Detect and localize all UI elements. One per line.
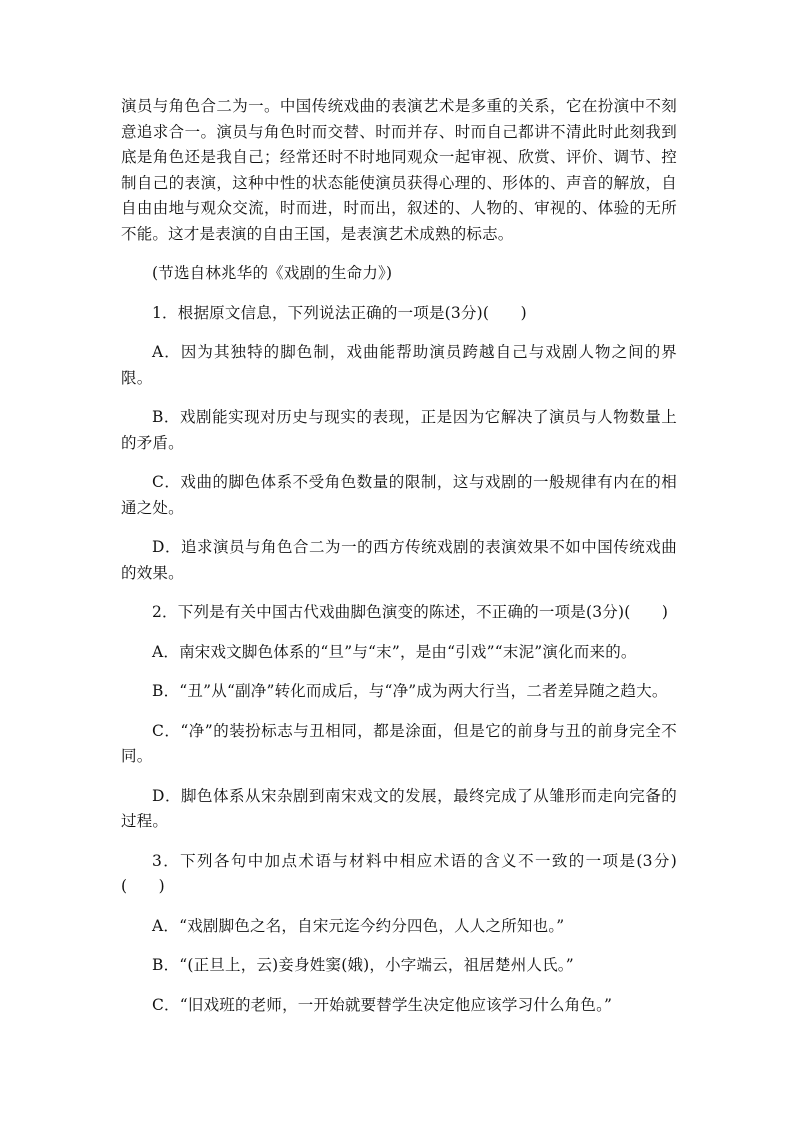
document-content xyxy=(121,94,677,1018)
question-1-option-d: D．追求演员与角色合二为一的西方传统戏剧的表演效果不如中国传统戏曲的效果。 xyxy=(121,538,677,582)
question-3-option-a: A．“戏剧脚色之名，自宋元迄今约分四色，人人之所知也。” xyxy=(152,916,565,935)
question-1-option-c: C．戏曲的脚色体系不受角色数量的限制，这与戏剧的一般规律有内在的相通之处。 xyxy=(121,473,677,517)
question-2-option-d: D．脚色体系从宋杂剧到南宋戏文的发展，最终完成了从雏形而走向完备的过程。 xyxy=(121,786,677,830)
question-3-option-c: C．“旧戏班的老师，一开始就要替学生决定他应该学习什么角色。” xyxy=(152,995,613,1014)
question-2-option-b: B．“丑”从“副净”转化而成后，与“净”成为两大行当，二者差异随之趋大。 xyxy=(152,682,668,700)
question-3-option-b: B．“(正旦上，云)妾身姓窦(娥)，小字端云，祖居楚州人氏。” xyxy=(152,956,574,974)
question-2-stem: 2．下列是有关中国古代戏曲脚色演变的陈述，不正确的一项是(3分)( ) xyxy=(152,603,669,621)
passage-paragraph: 演员与角色合二为一。中国传统戏曲的表演艺术是多重的关系，它在扮演中不刻意追求合一。演员与角色时而交替、时而并存、时而自己都讲不清此时此刻我到底是角色还是我自己；经常还时不时地同观众一起审视、欣赏、评价、调节、控制自己的表演，这种中性的状态能使演员获得心理的、形体的、声音的解放，自自由由地与观众交流，时而进，时而出，叙述的、人物的、审视的、体验的无所不能。这才是表演的自由王国，是表演艺术成熟的标志。 xyxy=(121,97,677,243)
question-2-option-a: A．南宋戏文脚色体系的“旦”与“末”，是由“引戏”“末泥”演化而来的。 xyxy=(152,642,637,661)
question-3-stem: 3．下列各句中加点术语与材料中相应术语的含义不一致的一项是(3分)( ) xyxy=(121,851,677,895)
question-1-stem: 1．根据原文信息，下列说法正确的一项是(3分)( ) xyxy=(152,303,527,322)
source-citation: (节选自林兆华的《戏剧的生命力》) xyxy=(152,264,393,282)
question-1-option-a: A．因为其独特的脚色制，戏曲能帮助演员跨越自己与戏剧人物之间的界限。 xyxy=(121,343,677,387)
question-2-option-c: C．“净”的装扮标志与丑相同，都是涂面，但是它的前身与丑的前身完全不同。 xyxy=(121,721,677,765)
question-1-option-b: B．戏剧能实现对历史与现实的表现，正是因为它解决了演员与人物数量上的矛盾。 xyxy=(121,408,677,452)
